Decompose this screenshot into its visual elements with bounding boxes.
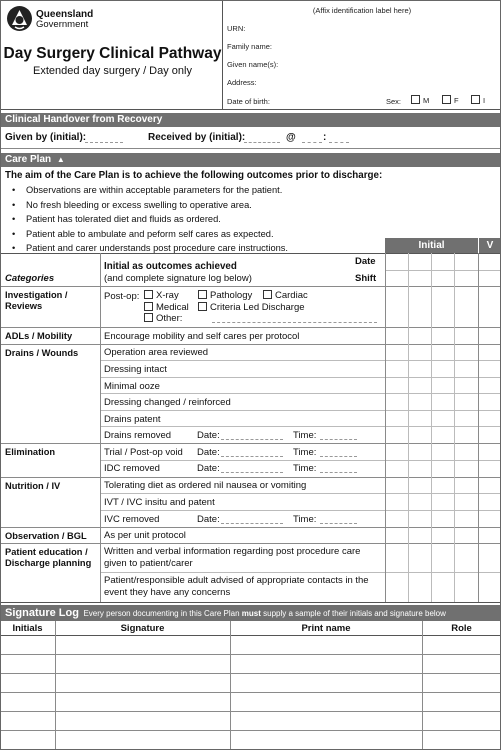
handover-hour-field[interactable] [302,135,322,143]
checkbox-icon[interactable] [263,290,272,299]
category-adls: ADLs / Mobility [5,331,73,341]
ivc-date-input[interactable] [221,516,283,524]
table-col-rule [408,253,409,602]
checkbox-icon[interactable] [471,95,480,104]
given-by-field[interactable] [85,135,123,143]
drains-time-input[interactable] [320,432,357,440]
collapse-arrow-icon[interactable]: ▲ [56,155,65,164]
drains-item: Dressing changed / reinforced [104,397,231,408]
postop-pathology[interactable]: Pathology [198,290,252,301]
checkbox-icon[interactable] [442,95,451,104]
time-colon: : [323,132,327,143]
affix-label: (Affix identification label here) [312,6,412,15]
checkbox-icon[interactable] [198,290,207,299]
drains-item: Minimal ooze [104,381,160,392]
date-field-label: Date: [197,514,220,525]
field-given-names[interactable]: Given name(s): [227,60,279,69]
category-observation: Observation / BGL [5,531,87,541]
elim-item: Trial / Post-op void [104,447,183,458]
handover-row [0,127,501,149]
received-by-label: Received by (initial): [148,132,246,143]
table-row[interactable] [0,731,501,749]
postop-other-field[interactable] [212,314,377,323]
signature-log-bar [0,605,501,621]
sig-col-role: Role [451,623,472,634]
category-elimination: Elimination [5,447,56,457]
table-col-rule [454,253,455,602]
careplan-title: Care Plan [5,154,52,165]
table-subrule [100,572,501,573]
date-field-label: Date: [197,430,220,441]
table-subrule [100,377,501,378]
education-item-line: event they have any concerns [104,587,231,598]
logo-line2: Government [36,19,89,30]
time-field-label: Time: [293,430,317,441]
table-rule [0,286,501,287]
careplan-bar[interactable] [0,153,501,167]
void-date-input[interactable] [221,449,283,457]
sex-option-f[interactable]: F [442,95,459,105]
table-row[interactable] [0,693,501,711]
education-item-line: given to patient/carer [104,558,193,569]
table-subrule [100,410,501,411]
handover-bar [0,113,501,127]
table-rule [0,253,501,254]
category-education: Patient education / Discharge planning [5,547,92,568]
at-symbol: @ [286,132,296,143]
shift-label: Shift [355,273,377,284]
table-rule [0,543,501,544]
sig-col-initials: Initials [12,623,43,634]
education-item-line: Patient/responsible adult advised of appropriate contacts in the [104,575,369,586]
table-subrule [100,393,501,394]
table-rule [0,527,501,528]
received-by-field[interactable] [244,135,280,143]
void-time-input[interactable] [320,449,357,457]
table-subrule [385,270,501,271]
table-rule [0,477,501,478]
table-row[interactable] [0,712,501,730]
sex-label: Sex: [386,97,402,106]
postop-medical[interactable]: Medical [144,302,189,313]
page-title: Day Surgery Clinical Pathway [3,45,222,62]
time-field-label: Time: [293,447,317,458]
page-subtitle: Extended day surgery / Day only [33,65,192,77]
category-drains: Drains / Wounds [5,348,79,358]
table-row[interactable] [0,674,501,692]
drains-item: Operation area reviewed [104,347,209,358]
table-subrule [100,360,501,361]
date-field-label: Date: [197,463,220,474]
nutrition-item: IVT / IVC insitu and patent [104,497,215,508]
table-col-rule [100,253,101,602]
outcome-item: • Patient able to ambulate and peform self cares as expected. [0,227,385,242]
checkbox-icon[interactable] [144,302,153,311]
header-left [0,0,223,110]
table-rule [0,443,501,444]
categories-label: Categories [5,273,55,284]
drains-item: Drains removed [104,430,172,441]
date-label: Date [355,256,376,267]
date-field-label: Date: [197,447,220,458]
table-rule [0,327,501,328]
signature-table [0,621,501,750]
initial-subheading: (and complete signature log below) [104,273,252,284]
queensland-crest-icon [6,5,33,32]
checkbox-icon[interactable] [198,302,207,311]
outcome-item: • Patient and carer understands post procedure care instructions. [0,241,385,256]
category-nutrition: Nutrition / IV [5,481,61,491]
idc-time-input[interactable] [320,465,357,473]
care-aim: The aim of the Care Plan is to achieve the following outcomes prior to discharge: [5,170,383,181]
table-subrule [100,460,501,461]
table-subrule [100,426,501,427]
time-field-label: Time: [293,463,317,474]
postop-xray[interactable]: X-ray [144,290,179,301]
sex-option-i[interactable]: I [471,95,485,105]
outcome-item: • Observations are within acceptable parameters for the patient. [0,183,385,198]
category-investigation: Investigation / Reviews [5,290,68,311]
handover-title: Clinical Handover from Recovery [5,114,163,125]
elim-item: IDC removed [104,463,160,474]
signature-log-title: Signature Log [5,607,79,619]
drains-date-input[interactable] [221,432,283,440]
initial-heading: Initial as outcomes achieved [104,261,237,272]
drains-item: Dressing intact [104,364,167,375]
table-col-rule [478,253,479,602]
signature-log-note: Every person documenting in this Care Plan must supply a sample of their initials and signature below [83,609,446,618]
outcome-item: • Patient has tolerated diet and fluids as ordered. [0,212,385,227]
table-col-rule [385,253,386,602]
nutrition-item: Tolerating diet as ordered nil nausea or vomiting [104,480,307,491]
postop-criteria-led[interactable]: Criteria Led Discharge [198,302,305,313]
table-rule [0,344,501,345]
table-row[interactable] [0,636,501,654]
adls-text: Encourage mobility and self cares per protocol [104,331,300,342]
education-item-line: Written and verbal information regarding post procedure care [104,546,361,557]
field-urn[interactable]: URN: [227,24,246,33]
outcomes-list [0,183,385,256]
sig-col-printname: Print name [301,623,351,634]
outcome-item: • No fresh bleeding or excess swelling to operative area. [0,198,385,213]
logo-line1: Queensland [36,9,94,20]
table-subrule [100,493,501,494]
sig-col-signature: Signature [120,623,165,634]
postop-other[interactable]: Other: [144,313,182,324]
handover-minute-field[interactable] [329,135,349,143]
table-subrule [100,510,501,511]
patient-label-area [223,0,501,110]
time-field-label: Time: [293,514,317,525]
postop-cardiac[interactable]: Cardiac [263,290,308,301]
nutrition-item: IVC removed [104,514,160,525]
postop-label: Post-op: [104,291,140,302]
drains-item: Drains patent [104,414,161,425]
initial-column-header: Initial [385,238,478,253]
sex-option-m[interactable]: M [411,95,429,105]
table-col-rule [431,253,432,602]
table-rule [0,602,501,603]
idc-date-input[interactable] [221,465,283,473]
checkbox-icon[interactable] [144,290,153,299]
field-dob[interactable]: Date of birth: [227,97,270,106]
observation-text: As per unit protocol [104,530,186,541]
v-column-header: V [479,238,501,253]
field-address[interactable]: Address: [227,78,257,87]
field-family-name[interactable]: Family name: [227,42,273,51]
checkbox-icon[interactable] [144,313,153,322]
ivc-time-input[interactable] [320,516,357,524]
given-by-label: Given by (initial): [5,132,87,143]
checkbox-icon[interactable] [411,95,420,104]
table-row[interactable] [0,655,501,673]
